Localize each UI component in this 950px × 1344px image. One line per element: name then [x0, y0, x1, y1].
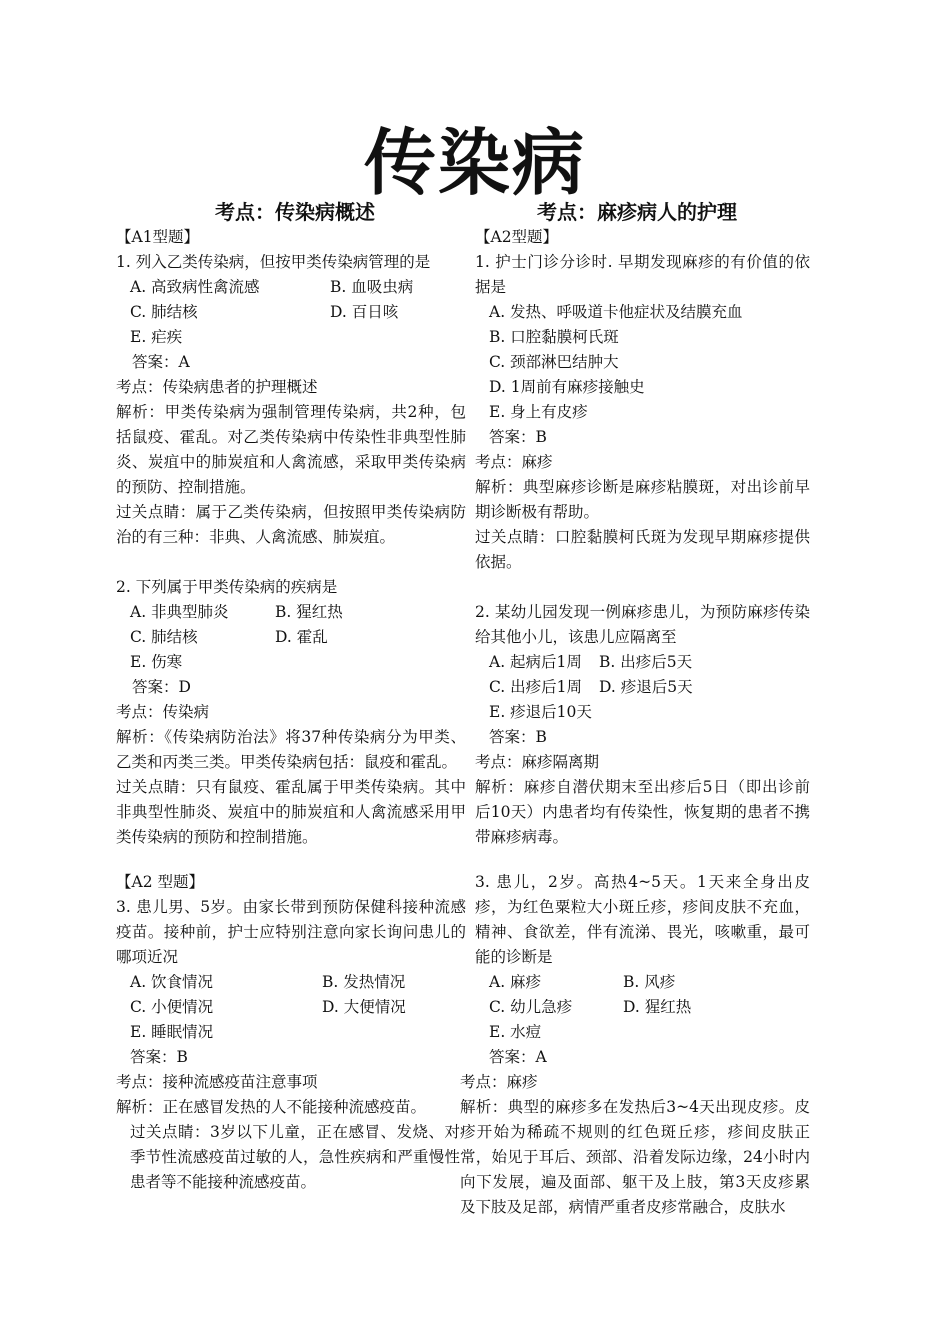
option-b: B. 口腔黏膜柯氏斑 — [489, 328, 619, 346]
answer: 答案：A — [132, 353, 190, 371]
exam-point: 考点：麻疹 — [475, 453, 553, 471]
analysis: 解析：典型的麻疹多在发热后3~4天出现皮疹。皮疹开始为稀疏不规则的红色斑丘疹，疹间皮肤正常，始见于耳后、颈部、沿着发际边缘，24小时内向下发展，遍及面部、躯干及上肢，第3天皮疹累及下肢及足部，病情严重者皮疹常融合，皮肤水 — [460, 1098, 810, 1216]
left-column — [116, 225, 466, 850]
option-e: E. 疹退后10天 — [489, 703, 592, 721]
question-stem: 1. 列入乙类传染病，但按甲类传染病管理的是 — [116, 253, 431, 271]
option-e: E. 睡眠情况 — [130, 1023, 214, 1041]
option-a: A. 高致病性禽流感 — [130, 278, 260, 296]
option-row — [116, 275, 466, 300]
right-section-heading: 考点：麻疹病人的护理 — [537, 200, 737, 224]
analysis: 解析：甲类传染病为强制管理传染病，共2种，包括鼠疫、霍乱。对乙类传染病中传染性非典型性肺炎、炭疽中的肺炭疽和人禽流感，采取甲类传染病的预防、控制措施。 — [116, 403, 466, 496]
answer: 答案：D — [132, 678, 191, 696]
option-row — [116, 995, 466, 1020]
option-row — [460, 995, 810, 1020]
option-e: E. 水痘 — [489, 1023, 542, 1041]
option-d: D. 猩红热 — [623, 998, 692, 1016]
exam-point: 考点：麻疹隔离期 — [475, 753, 600, 771]
option-c: C. 出疹后1周 — [489, 678, 583, 696]
option-row — [116, 600, 466, 625]
question-stem: 2. 下列属于甲类传染病的疾病是 — [116, 578, 338, 596]
option-b: B. 血吸虫病 — [330, 278, 414, 296]
option-d: D. 百日咳 — [330, 303, 399, 321]
left-section-heading: 考点：传染病概述 — [215, 200, 375, 224]
option-b: B. 风疹 — [623, 973, 676, 991]
option-e: E. 身上有皮疹 — [489, 403, 588, 421]
analysis: 解析：典型麻疹诊断是麻疹粘膜斑，对出诊前早期诊断极有帮助。 — [475, 478, 810, 521]
option-row — [475, 675, 810, 700]
option-d: D. 疹退后5天 — [599, 678, 693, 696]
option-row — [475, 650, 810, 675]
option-row — [116, 970, 466, 995]
option-b: B. 发热情况 — [322, 973, 406, 991]
key-tip: 过关点睛：口腔黏膜柯氏斑为发现早期麻疹提供依据。 — [475, 528, 810, 571]
option-a: A. 麻疹 — [489, 973, 542, 991]
right-column — [475, 225, 810, 850]
question-stem: 3. 患儿，2岁。高热4~5天。1天来全身出皮疹，为红色粟粒大小斑丘疹，疹间皮肤不充血，精神、食欲差，伴有流涕、畏光，咳嗽重，最可能的诊断是 — [475, 873, 810, 966]
exam-point: 考点：麻疹 — [460, 1073, 538, 1091]
option-c: C. 肺结核 — [130, 628, 198, 646]
analysis: 解析：麻疹自潜伏期末至出疹后5日（即出诊前后10天）内患者均有传染性，恢复期的患者不携带麻疹病毒。 — [475, 778, 810, 846]
option-a: A. 饮食情况 — [130, 973, 214, 991]
key-tip: 过关点睛：只有鼠疫、霍乱属于甲类传染病。其中非典型性肺炎、炭疽中的肺炭疽和人禽流感采用甲类传染病的预防和控制措施。 — [116, 778, 466, 846]
option-e: E. 疟疾 — [130, 328, 183, 346]
page-title: 传染病 — [363, 120, 586, 205]
question-stem: 1. 护士门诊分诊时. 早期发现麻疹的有价值的依据是 — [475, 253, 810, 296]
option-c: C. 小便情况 — [130, 998, 214, 1016]
option-c: C. 肺结核 — [130, 303, 198, 321]
option-d: D. 1周前有麻疹接触史 — [489, 378, 645, 396]
answer: 答案：A — [489, 1048, 547, 1066]
option-b: B. 猩红热 — [275, 603, 343, 621]
option-d: D. 霍乱 — [275, 628, 328, 646]
answer: 答案：B — [489, 428, 547, 446]
option-row — [116, 625, 466, 650]
option-row — [116, 300, 466, 325]
option-c: C. 幼儿急疹 — [489, 998, 573, 1016]
answer: 答案：B — [130, 1048, 188, 1066]
option-a: A. 非典型肺炎 — [130, 603, 229, 621]
analysis: 解析：《传染病防治法》将37种传染病分为甲类、乙类和丙类三类。甲类传染病包括：鼠疫和霍乱。 — [116, 728, 466, 771]
key-tip: 过关点睛：属于乙类传染病，但按照甲类传染病防治的有三种：非典、人禽流感、肺炭疽。 — [116, 503, 466, 546]
option-d: D. 大便情况 — [322, 998, 406, 1016]
option-b: B. 出疹后5天 — [599, 653, 693, 671]
question-stem: 2. 某幼儿园发现一例麻疹患儿，为预防麻疹传染给其他小儿，该患儿应隔离至 — [475, 603, 810, 646]
answer: 答案：B — [489, 728, 547, 746]
option-a: A. 起病后1周 — [489, 653, 582, 671]
exam-point: 考点：传染病 — [116, 703, 210, 721]
exam-point: 考点：传染病患者的护理概述 — [116, 378, 318, 396]
option-row — [460, 970, 810, 995]
question-type-label: 【A2 型题】 — [116, 873, 204, 891]
question-type-label: 【A2型题】 — [475, 228, 559, 246]
left-column-lower — [116, 870, 466, 1195]
analysis: 解析：正在感冒发热的人不能接种流感疫苗。 — [116, 1098, 427, 1116]
question-type-label: 【A1型题】 — [116, 228, 200, 246]
option-c: C. 颈部淋巴结肿大 — [489, 353, 619, 371]
option-a: A. 发热、呼吸道卡他症状及结膜充血 — [489, 303, 743, 321]
exam-point: 考点：接种流感疫苗注意事项 — [116, 1073, 318, 1091]
option-e: E. 伤寒 — [130, 653, 183, 671]
right-column-lower — [460, 870, 810, 1220]
key-tip: 过关点睛：3岁以下儿童，正在感冒、发烧、对季节性流感疫苗过敏的人，急性疾病和严重慢性患者等不能接种流感疫苗。 — [130, 1123, 460, 1191]
question-stem: 3. 患儿男、5岁。由家长带到预防保健科接种流感疫苗。接种前，护士应特别注意向家长询问患儿的哪项近况 — [116, 898, 466, 966]
